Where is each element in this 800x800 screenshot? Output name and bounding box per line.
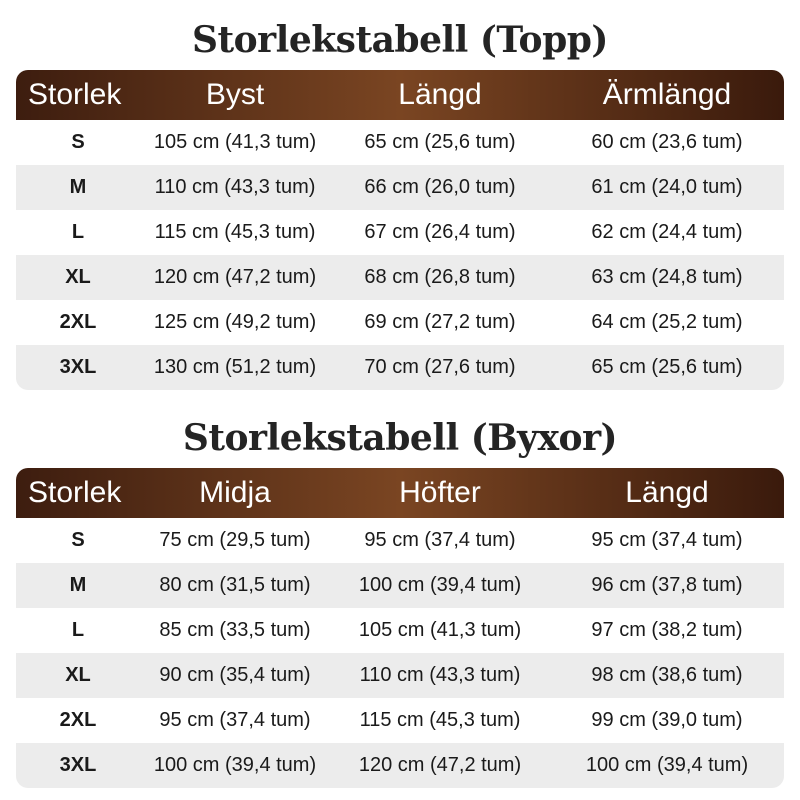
table-row bbox=[16, 300, 784, 345]
size-cell: XL bbox=[65, 664, 91, 686]
table-cell: 95 cm (37,4 tum) bbox=[159, 709, 311, 731]
table-cell: 105 cm (41,3 tum) bbox=[153, 131, 317, 153]
bottom-chart-title: Storlekstabell (Byxor) bbox=[182, 417, 618, 459]
header-length: Längd bbox=[625, 476, 709, 509]
table-row bbox=[16, 518, 784, 563]
table-cell: 61 cm (24,0 tum) bbox=[591, 176, 743, 198]
table-cell: 64 cm (25,2 tum) bbox=[591, 311, 743, 333]
table-cell: 95 cm (37,4 tum) bbox=[591, 529, 743, 551]
table-cell: 70 cm (27,6 tum) bbox=[364, 356, 516, 378]
size-cell: S bbox=[71, 529, 85, 551]
table-header bbox=[16, 468, 784, 518]
table-cell: 90 cm (35,4 tum) bbox=[159, 664, 311, 686]
table-cell: 120 cm (47,2 tum) bbox=[153, 266, 317, 288]
table-cell: 97 cm (38,2 tum) bbox=[591, 619, 743, 641]
size-cell: 2XL bbox=[59, 311, 97, 333]
size-cell: S bbox=[71, 131, 85, 153]
header-hips: Höfter bbox=[399, 476, 481, 509]
table-row bbox=[16, 345, 784, 390]
size-cell: L bbox=[71, 619, 85, 641]
table-cell: 130 cm (51,2 tum) bbox=[153, 356, 317, 378]
table-cell: 62 cm (24,4 tum) bbox=[591, 221, 743, 243]
table-cell: 125 cm (49,2 tum) bbox=[153, 311, 317, 333]
table-cell: 63 cm (24,8 tum) bbox=[591, 266, 743, 288]
table-cell: 75 cm (29,5 tum) bbox=[159, 529, 311, 551]
size-cell: 2XL bbox=[59, 709, 97, 731]
table-cell: 65 cm (25,6 tum) bbox=[364, 131, 516, 153]
table-cell: 120 cm (47,2 tum) bbox=[358, 754, 522, 776]
table-row bbox=[16, 210, 784, 255]
table-header bbox=[16, 70, 784, 120]
table-cell: 80 cm (31,5 tum) bbox=[159, 574, 311, 596]
table-row bbox=[16, 698, 784, 743]
table-row bbox=[16, 608, 784, 653]
table-cell: 96 cm (37,8 tum) bbox=[591, 574, 743, 596]
table-cell: 68 cm (26,8 tum) bbox=[364, 266, 516, 288]
header-sleeve-length: Ärmlängd bbox=[602, 78, 732, 111]
top-chart-title: Storlekstabell (Topp) bbox=[192, 19, 608, 61]
table-cell: 69 cm (27,2 tum) bbox=[364, 311, 516, 333]
size-cell: 3XL bbox=[59, 754, 97, 776]
table-cell: 95 cm (37,4 tum) bbox=[364, 529, 516, 551]
table-row bbox=[16, 120, 784, 165]
table-cell: 100 cm (39,4 tum) bbox=[153, 754, 317, 776]
size-cell: L bbox=[71, 221, 85, 243]
table-cell: 115 cm (45,3 tum) bbox=[359, 709, 521, 731]
header-size: Storlek bbox=[28, 78, 122, 111]
table-row bbox=[16, 165, 784, 210]
size-cell: 3XL bbox=[59, 356, 97, 378]
table-cell: 67 cm (26,4 tum) bbox=[364, 221, 516, 243]
size-cell: XL bbox=[65, 266, 91, 288]
table-row bbox=[16, 255, 784, 300]
table-cell: 85 cm (33,5 tum) bbox=[159, 619, 311, 641]
size-cell: M bbox=[69, 574, 87, 596]
table-cell: 66 cm (26,0 tum) bbox=[364, 176, 516, 198]
size-cell: M bbox=[69, 176, 87, 198]
table-row bbox=[16, 563, 784, 608]
top-size-chart bbox=[0, 0, 800, 390]
table-row bbox=[16, 743, 784, 788]
bottom-size-chart bbox=[0, 398, 800, 788]
table-cell: 98 cm (38,6 tum) bbox=[591, 664, 743, 686]
table-cell: 60 cm (23,6 tum) bbox=[591, 131, 743, 153]
table-cell: 65 cm (25,6 tum) bbox=[591, 356, 743, 378]
top-size-table bbox=[16, 70, 784, 390]
header-length: Längd bbox=[398, 78, 482, 111]
table-cell: 105 cm (41,3 tum) bbox=[358, 619, 522, 641]
bottom-size-table bbox=[16, 468, 784, 788]
table-cell: 110 cm (43,3 tum) bbox=[359, 664, 521, 686]
header-waist: Midja bbox=[199, 476, 271, 509]
table-row bbox=[16, 653, 784, 698]
table-cell: 115 cm (45,3 tum) bbox=[154, 221, 316, 243]
header-bust: Byst bbox=[205, 78, 265, 111]
table-cell: 100 cm (39,4 tum) bbox=[585, 754, 749, 776]
table-cell: 110 cm (43,3 tum) bbox=[154, 176, 316, 198]
header-size: Storlek bbox=[28, 476, 122, 509]
table-cell: 99 cm (39,0 tum) bbox=[591, 709, 743, 731]
table-cell: 100 cm (39,4 tum) bbox=[358, 574, 522, 596]
